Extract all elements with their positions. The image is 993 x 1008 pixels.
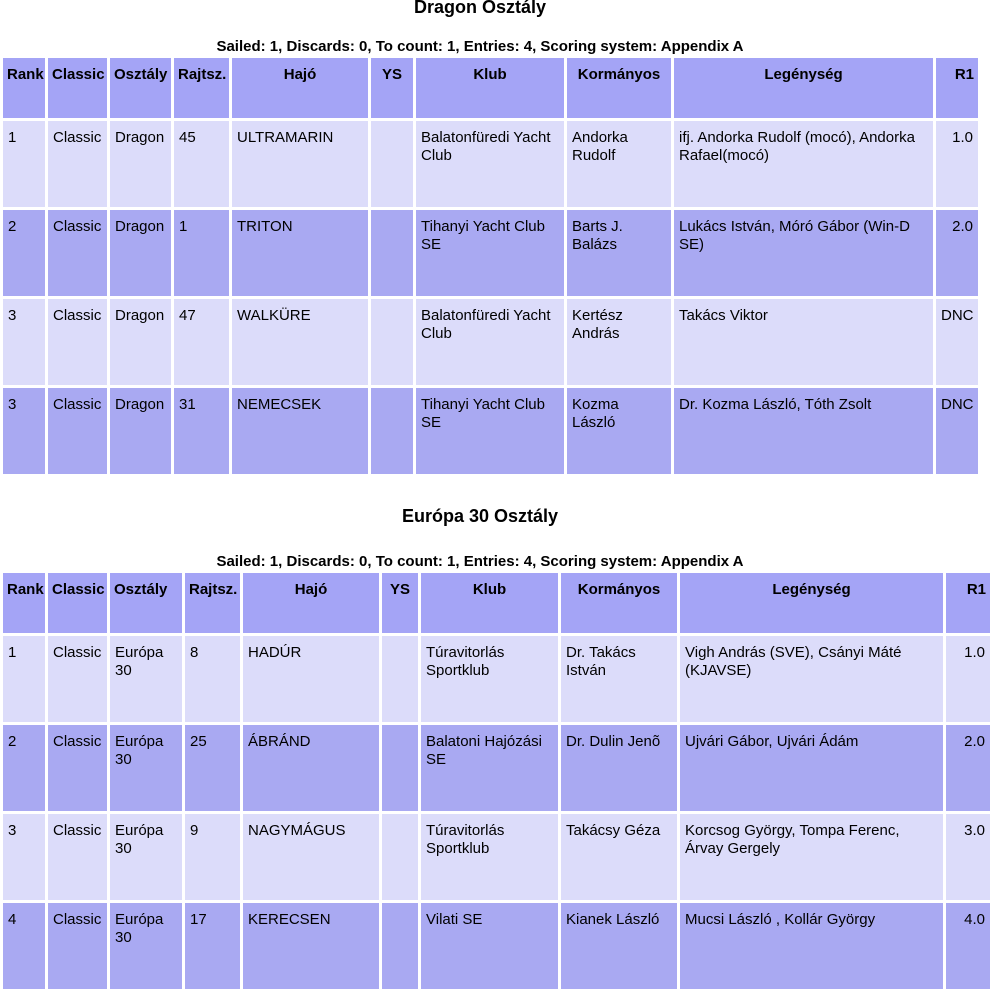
cell-klub: Túravitorlás Sportklub [421, 636, 558, 722]
col-header-kormanyos[interactable]: Kormányos [561, 573, 677, 633]
col-header-rajtsz[interactable]: Rajtsz. [185, 573, 240, 633]
table-row [3, 388, 978, 474]
table-row [3, 210, 978, 296]
cell-legenyseg: Korcsog György, Tompa Ferenc, Árvay Gergely [680, 814, 943, 900]
col-header-osztaly[interactable]: Osztály [110, 58, 171, 118]
cell-osztaly: Dragon [110, 210, 171, 296]
cell-rajtsz: 9 [185, 814, 240, 900]
cell-hajo: HADÚR [243, 636, 379, 722]
cell-rank: 3 [3, 814, 45, 900]
cell-legenyseg: ifj. Andorka Rudolf (mocó), Andorka Rafael(mocó) [674, 121, 933, 207]
cell-rank: 1 [3, 121, 45, 207]
cell-kormanyos: Kertész András [567, 299, 671, 385]
cell-rank: 3 [3, 299, 45, 385]
cell-klub: Balatonfüredi Yacht Club [416, 121, 564, 207]
cell-klub: Tihanyi Yacht Club SE [416, 388, 564, 474]
cell-ys [371, 299, 413, 385]
cell-legenyseg: Takács Viktor [674, 299, 933, 385]
cell-klub: Tihanyi Yacht Club SE [416, 210, 564, 296]
cell-hajo: ULTRAMARIN [232, 121, 368, 207]
cell-osztaly: Dragon [110, 121, 171, 207]
cell-r1: 1.0 [946, 636, 990, 722]
cell-legenyseg: Vigh András (SVE), Csányi Máté (KJAVSE) [680, 636, 943, 722]
table-row [3, 725, 990, 811]
cell-classic: Classic [48, 814, 107, 900]
cell-hajo: NEMECSEK [232, 388, 368, 474]
cell-klub: Túravitorlás Sportklub [421, 814, 558, 900]
cell-classic: Classic [48, 636, 107, 722]
cell-kormanyos: Dr. Takács István [561, 636, 677, 722]
cell-classic: Classic [48, 903, 107, 989]
cell-r1: DNC [936, 388, 978, 474]
cell-r1: 1.0 [936, 121, 978, 207]
cell-legenyseg: Lukács István, Móró Gábor (Win-D SE) [674, 210, 933, 296]
cell-rank: 1 [3, 636, 45, 722]
col-header-legenyseg[interactable]: Legénység [674, 58, 933, 118]
table-row [3, 903, 990, 989]
cell-r1: 3.0 [946, 814, 990, 900]
cell-classic: Classic [48, 725, 107, 811]
col-header-ys[interactable]: YS [382, 573, 418, 633]
cell-legenyseg: Ujvári Gábor, Ujvári Ádám [680, 725, 943, 811]
section-title: Dragon Osztály [413, 0, 547, 17]
table-row [3, 636, 990, 722]
cell-klub: Balatoni Hajózási SE [421, 725, 558, 811]
col-header-r1[interactable]: R1 [936, 58, 978, 118]
cell-osztaly: Európa 30 [110, 725, 182, 811]
table-row [3, 814, 990, 900]
cell-kormanyos: Kozma László [567, 388, 671, 474]
cell-legenyseg: Dr. Kozma László, Tóth Zsolt [674, 388, 933, 474]
col-header-rank[interactable]: Rank [3, 58, 45, 118]
cell-osztaly: Európa 30 [110, 636, 182, 722]
cell-classic: Classic [48, 210, 107, 296]
cell-classic: Classic [48, 121, 107, 207]
header-row [3, 573, 990, 633]
cell-hajo: ÁBRÁND [243, 725, 379, 811]
cell-r1: 2.0 [936, 210, 978, 296]
col-header-klub[interactable]: Klub [421, 573, 558, 633]
col-header-rajtsz[interactable]: Rajtsz. [174, 58, 229, 118]
cell-osztaly: Európa 30 [110, 814, 182, 900]
cell-ys [382, 814, 418, 900]
cell-rajtsz: 1 [174, 210, 229, 296]
cell-kormanyos: Barts J. Balázs [567, 210, 671, 296]
cell-ys [382, 725, 418, 811]
cell-osztaly: Dragon [110, 299, 171, 385]
col-header-classic[interactable]: Classic [48, 58, 107, 118]
col-header-legenyseg[interactable]: Legénység [680, 573, 943, 633]
cell-rajtsz: 17 [185, 903, 240, 989]
cell-r1: 2.0 [946, 725, 990, 811]
col-header-osztaly[interactable]: Osztály [110, 573, 182, 633]
cell-kormanyos: Dr. Dulin Jenõ [561, 725, 677, 811]
cell-classic: Classic [48, 299, 107, 385]
cell-klub: Vilati SE [421, 903, 558, 989]
cell-kormanyos: Takácsy Géza [561, 814, 677, 900]
cell-kormanyos: Andorka Rudolf [567, 121, 671, 207]
results-table [0, 570, 993, 992]
cell-rajtsz: 8 [185, 636, 240, 722]
col-header-classic[interactable]: Classic [48, 573, 107, 633]
cell-hajo: NAGYMÁGUS [243, 814, 379, 900]
cell-osztaly: Európa 30 [110, 903, 182, 989]
col-header-ys[interactable]: YS [371, 58, 413, 118]
col-header-r1[interactable]: R1 [946, 573, 990, 633]
cell-rajtsz: 47 [174, 299, 229, 385]
cell-r1: DNC [936, 299, 978, 385]
cell-rajtsz: 31 [174, 388, 229, 474]
cell-rank: 2 [3, 725, 45, 811]
col-header-hajo[interactable]: Hajó [243, 573, 379, 633]
cell-klub: Balatonfüredi Yacht Club [416, 299, 564, 385]
series-summary: Sailed: 1, Discards: 0, To count: 1, Entries: 4, Scoring system: Appendix A [216, 38, 744, 55]
cell-ys [382, 903, 418, 989]
col-header-kormanyos[interactable]: Kormányos [567, 58, 671, 118]
cell-ys [382, 636, 418, 722]
cell-ys [371, 388, 413, 474]
cell-legenyseg: Mucsi László , Kollár György [680, 903, 943, 989]
section-title: Európa 30 Osztály [401, 506, 559, 526]
cell-ys [371, 121, 413, 207]
results-table [0, 55, 981, 477]
header-row [3, 58, 978, 118]
col-header-rank[interactable]: Rank [3, 573, 45, 633]
cell-hajo: KERECSEN [243, 903, 379, 989]
col-header-hajo[interactable]: Hajó [232, 58, 368, 118]
table-row [3, 121, 978, 207]
series-summary: Sailed: 1, Discards: 0, To count: 1, Entries: 4, Scoring system: Appendix A [216, 553, 744, 570]
cell-kormanyos: Kianek László [561, 903, 677, 989]
cell-hajo: TRITON [232, 210, 368, 296]
cell-classic: Classic [48, 388, 107, 474]
cell-rank: 4 [3, 903, 45, 989]
cell-r1: 4.0 [946, 903, 990, 989]
table-row [3, 299, 978, 385]
cell-ys [371, 210, 413, 296]
cell-rajtsz: 45 [174, 121, 229, 207]
col-header-klub[interactable]: Klub [416, 58, 564, 118]
cell-rank: 2 [3, 210, 45, 296]
cell-hajo: WALKÜRE [232, 299, 368, 385]
cell-osztaly: Dragon [110, 388, 171, 474]
cell-rajtsz: 25 [185, 725, 240, 811]
cell-rank: 3 [3, 388, 45, 474]
